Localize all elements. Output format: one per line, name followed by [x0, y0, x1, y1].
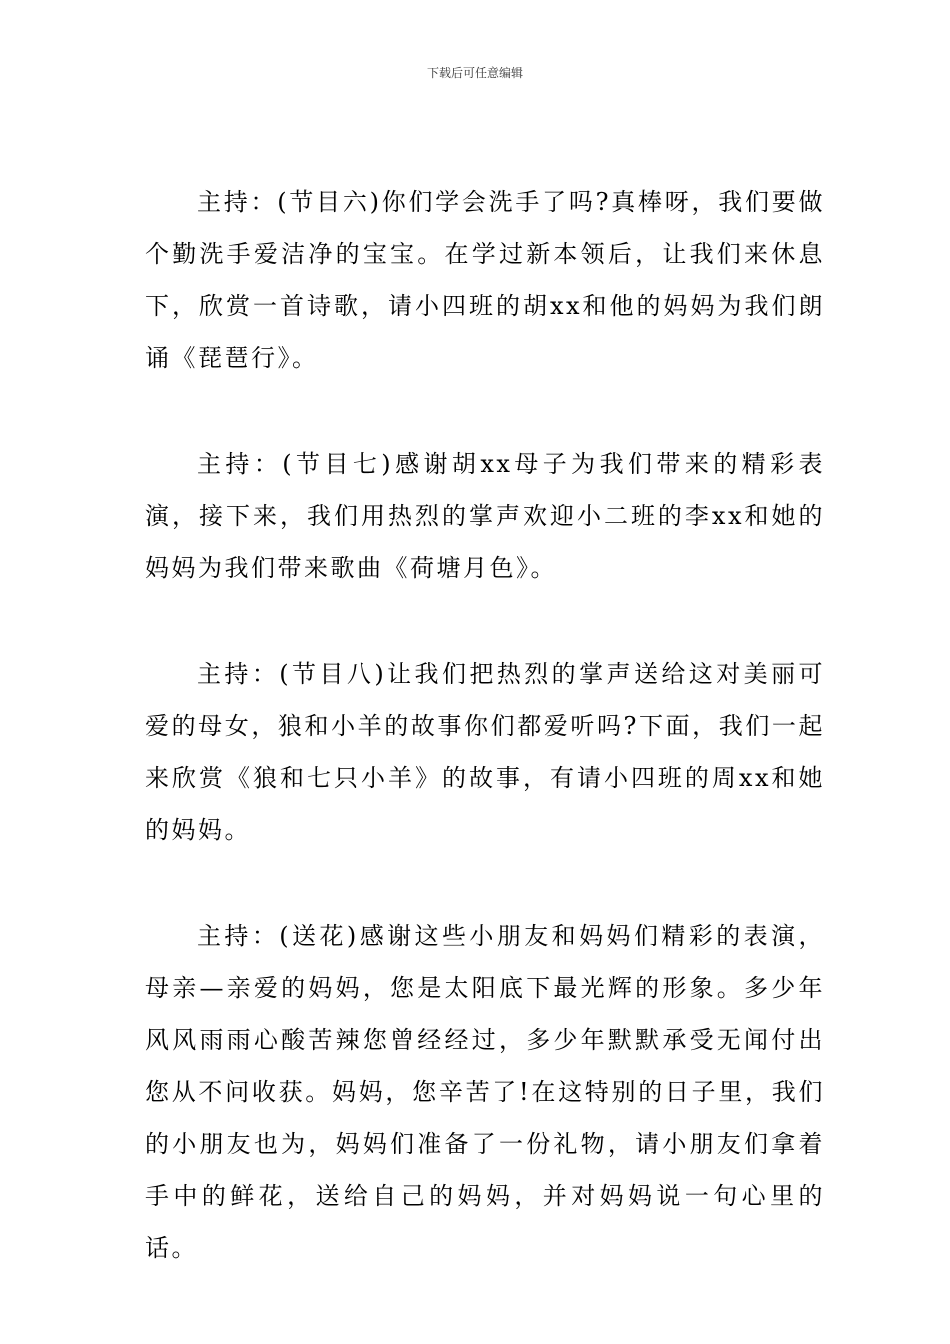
header-note: 下载后可任意编辑 — [426, 66, 523, 80]
paragraph-program-eight: 主持：(节目八)让我们把热烈的掌声送给这对美丽可爱的母女，狼和小羊的故事你们都爱听吗?下面，我们一起来欣赏《狼和七只小羊》的故事，有请小四班的周xx和她的妈妈。 — [145, 660, 825, 844]
paragraph-program-six: 主持：(节目六)你们学会洗手了吗?真棒呀，我们要做个勤洗手爱洁净的宝宝。在学过新本领后，让我们来休息下，欣赏一首诗歌，请小四班的胡xx和他的妈妈为我们朗诵《琵琶行》。 — [145, 188, 825, 372]
paragraph-flower-giving: 主持：(送花)感谢这些小朋友和妈妈们精彩的表演，母亲—亲爱的妈妈，您是太阳底下最光辉的形象。多少年风风雨雨心酸苦辣您曾经经过，多少年默默承受无闻付出您从不问收获。妈妈，您辛苦了!在这特别的日子里，我们的小朋友也为，妈妈们准备了一份礼物，请小朋友们拿着手中的鲜花，送给自己的妈妈，并对妈妈说一句心里的话。 — [145, 922, 825, 1262]
document-body — [145, 176, 825, 1274]
paragraph-program-seven: 主持：(节目七)感谢胡xx母子为我们带来的精彩表演，接下来，我们用热烈的掌声欢迎小二班的李xx和她的妈妈为我们带来歌曲《荷塘月色》。 — [145, 450, 825, 582]
